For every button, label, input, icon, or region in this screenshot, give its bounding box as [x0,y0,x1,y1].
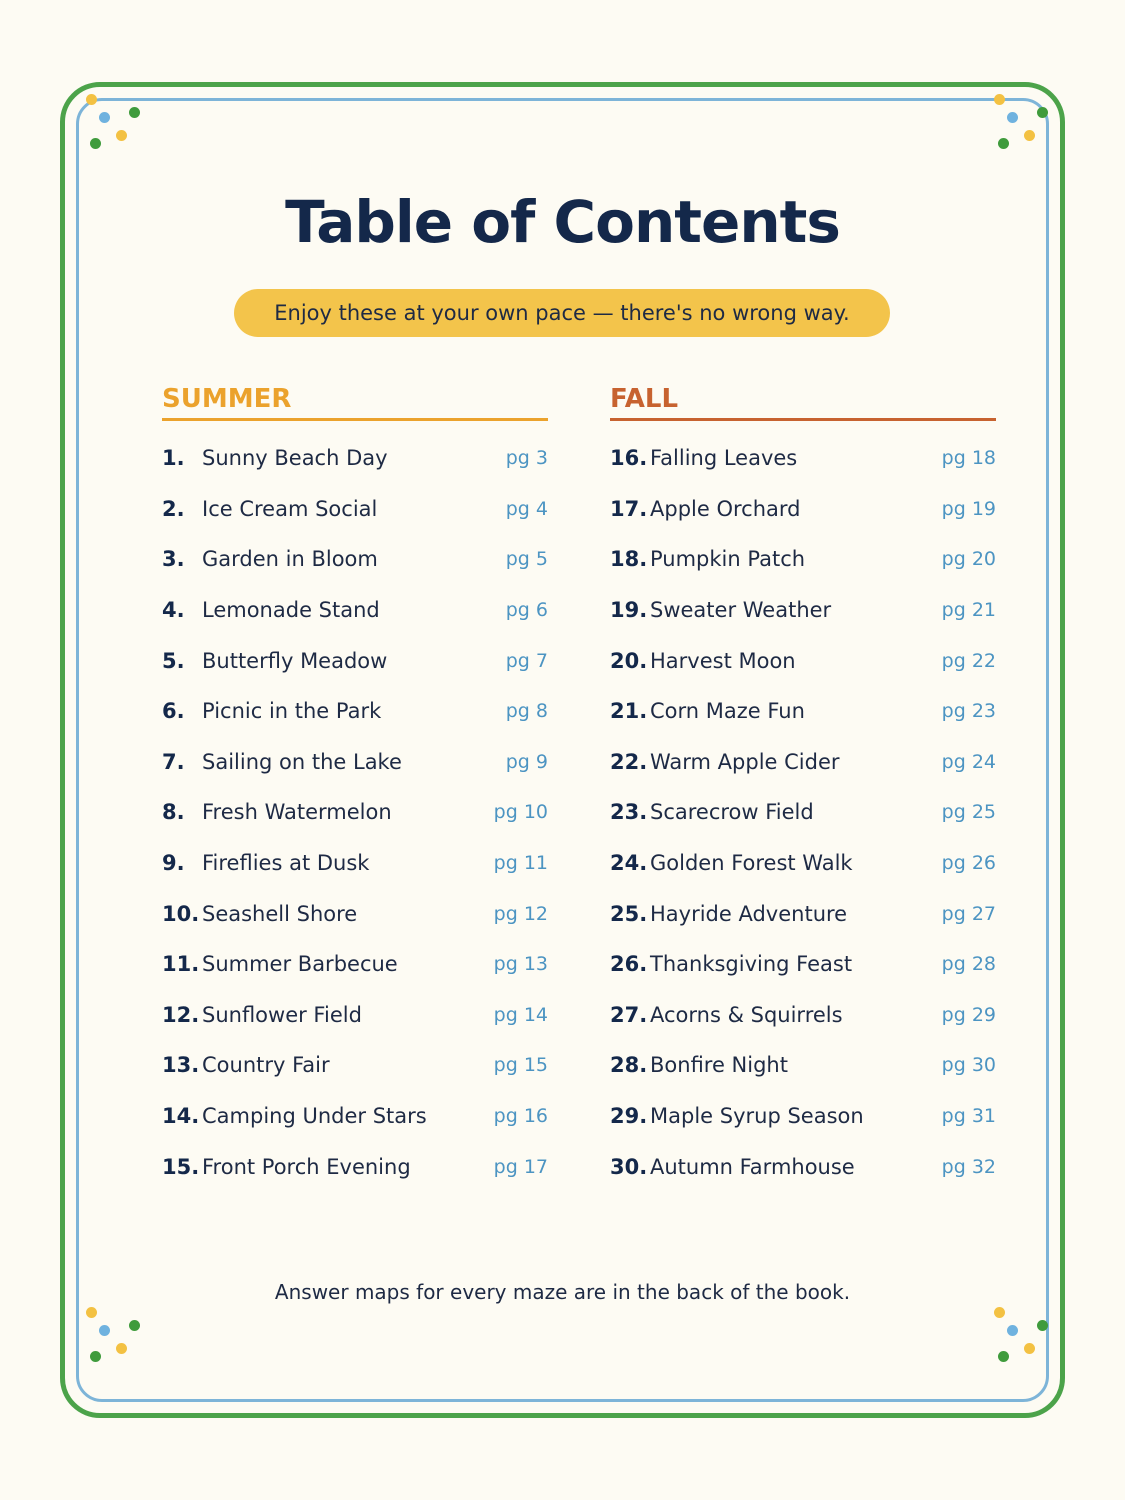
page-reference: pg 17 [493,1155,548,1178]
toc-entry [162,1141,548,1192]
page-reference: pg 12 [493,902,548,925]
page-reference: pg 15 [493,1054,548,1077]
page-reference: pg 23 [941,700,996,723]
entry-title: Pumpkin Patch [650,547,806,572]
entry-list [162,433,548,1192]
confetti-dot [116,130,127,141]
entry-title: Hayride Adventure [650,901,848,926]
entry-number: 20. [610,648,648,673]
entry-number: 6. [162,699,185,724]
page-reference: pg 24 [941,750,996,773]
toc-entry [610,1040,996,1091]
page-reference: pg 19 [941,497,996,520]
confetti-dot [998,138,1009,149]
confetti-dot [1024,1343,1035,1354]
entry-number: 19. [610,598,648,623]
confetti-dot [1024,130,1035,141]
entry-title: Sweater Weather [650,598,832,623]
section-divider [610,418,996,421]
entry-number: 15. [162,1154,200,1179]
entry-number: 27. [610,1002,648,1027]
toc-entry [162,1091,548,1142]
page-reference: pg 13 [493,953,548,976]
entry-number: 16. [610,446,648,471]
toc-entry [610,1141,996,1192]
entry-number: 10. [162,901,200,926]
entry-title: Falling Leaves [650,446,798,471]
confetti-dot [1037,107,1048,118]
entry-title: Bonfire Night [650,1053,788,1078]
section-divider [162,418,548,421]
entry-title: Camping Under Stars [202,1104,427,1129]
entry-number: 29. [610,1104,648,1129]
confetti-dot [116,1343,127,1354]
page-reference: pg 27 [941,902,996,925]
confetti-dot [998,1351,1009,1362]
page-reference: pg 4 [505,497,548,520]
section-heading-summer: SUMMER [162,384,292,414]
toc-entry [610,838,996,889]
entry-title: Garden in Bloom [202,547,378,572]
toc-entry [162,939,548,990]
entry-title: Picnic in the Park [202,699,382,724]
entry-number: 5. [162,648,185,673]
toc-entry [162,990,548,1041]
entry-title: Maple Syrup Season [650,1104,864,1129]
confetti-dot [129,107,140,118]
confetti-dot [99,112,110,123]
confetti-dot [90,1351,101,1362]
page-reference: pg 10 [493,801,548,824]
page-reference: pg 16 [493,1105,548,1128]
toc-entry [610,686,996,737]
entry-number: 4. [162,598,185,623]
entry-title: Sunny Beach Day [202,446,388,471]
confetti-dot [1037,1320,1048,1331]
entry-number: 25. [610,901,648,926]
fall-section [610,380,996,1192]
toc-entry [162,838,548,889]
page-reference: pg 11 [493,852,548,875]
confetti-dot [99,1325,110,1336]
toc-entry [162,737,548,788]
entry-number: 14. [162,1104,200,1129]
entry-title: Thanksgiving Feast [650,952,853,977]
page-reference: pg 25 [941,801,996,824]
entry-number: 12. [162,1002,200,1027]
toc-entry [610,635,996,686]
toc-entry [610,939,996,990]
entry-title: Scarecrow Field [650,800,814,825]
entry-number: 13. [162,1053,200,1078]
toc-entry [610,1091,996,1142]
entry-title: Corn Maze Fun [650,699,805,724]
footer-note: Answer maps for every maze are in the back of the book. [274,1280,851,1304]
page-reference: pg 18 [941,447,996,470]
confetti-dot [994,94,1005,105]
entry-title: Lemonade Stand [202,598,380,623]
toc-entry [610,484,996,535]
confetti-dot [1007,112,1018,123]
entry-title: Apple Orchard [650,496,801,521]
toc-entry [162,534,548,585]
page-reference: pg 6 [505,599,548,622]
entry-number: 2. [162,496,185,521]
entry-title: Autumn Farmhouse [650,1154,855,1179]
toc-entry [162,484,548,535]
entry-number: 11. [162,952,200,977]
entry-title: Summer Barbecue [202,952,398,977]
toc-entry [162,787,548,838]
page-reference: pg 7 [505,649,548,672]
entry-title: Front Porch Evening [202,1154,411,1179]
toc-entry [610,433,996,484]
page-reference: pg 9 [505,750,548,773]
entry-title: Golden Forest Walk [650,851,853,876]
entry-title: Harvest Moon [650,648,796,673]
entry-number: 9. [162,851,185,876]
confetti-dot [86,94,97,105]
toc-entry [610,534,996,585]
toc-entry [162,1040,548,1091]
entry-title: Sailing on the Lake [202,749,402,774]
entry-number: 21. [610,699,648,724]
toc-entry [610,990,996,1041]
page-reference: pg 20 [941,548,996,571]
entry-number: 24. [610,851,648,876]
toc-entry [162,585,548,636]
entry-title: Country Fair [202,1053,330,1078]
tagline-banner: Enjoy these at your own pace — there's no wrong way. [234,289,890,337]
page-reference: pg 14 [493,1003,548,1026]
entry-number: 30. [610,1154,648,1179]
page-reference: pg 5 [505,548,548,571]
page-reference: pg 28 [941,953,996,976]
entry-title: Fireflies at Dusk [202,851,370,876]
entry-number: 8. [162,800,185,825]
confetti-dot [1007,1325,1018,1336]
page-reference: pg 30 [941,1054,996,1077]
entry-number: 22. [610,749,648,774]
toc-entry [610,888,996,939]
page-reference: pg 3 [505,447,548,470]
page-reference: pg 26 [941,852,996,875]
entry-number: 7. [162,749,185,774]
entry-title: Butterfly Meadow [202,648,388,673]
page-reference: pg 31 [941,1105,996,1128]
entry-number: 3. [162,547,185,572]
entry-list [610,433,996,1192]
confetti-dot [994,1307,1005,1318]
page-reference: pg 8 [505,700,548,723]
toc-entry [162,888,548,939]
entry-number: 26. [610,952,648,977]
entry-title: Seashell Shore [202,901,358,926]
confetti-dot [86,1307,97,1318]
section-heading-fall: FALL [610,384,679,414]
toc-entry [162,686,548,737]
entry-title: Ice Cream Social [202,496,378,521]
toc-entry [162,635,548,686]
page-title: Table of Contents [285,188,840,256]
entry-title: Acorns & Squirrels [650,1002,843,1027]
entry-number: 28. [610,1053,648,1078]
page-reference: pg 21 [941,599,996,622]
toc-entry [610,737,996,788]
entry-number: 23. [610,800,648,825]
entry-title: Warm Apple Cider [650,749,840,774]
entry-number: 1. [162,446,185,471]
entry-number: 18. [610,547,648,572]
toc-entry [162,433,548,484]
toc-entry [610,787,996,838]
summer-section [162,380,548,1192]
page-reference: pg 29 [941,1003,996,1026]
toc-entry [610,585,996,636]
page-reference: pg 22 [941,649,996,672]
page-reference: pg 32 [941,1155,996,1178]
confetti-dot [129,1320,140,1331]
confetti-dot [90,138,101,149]
entry-title: Sunflower Field [202,1002,362,1027]
entry-title: Fresh Watermelon [202,800,392,825]
entry-number: 17. [610,496,648,521]
